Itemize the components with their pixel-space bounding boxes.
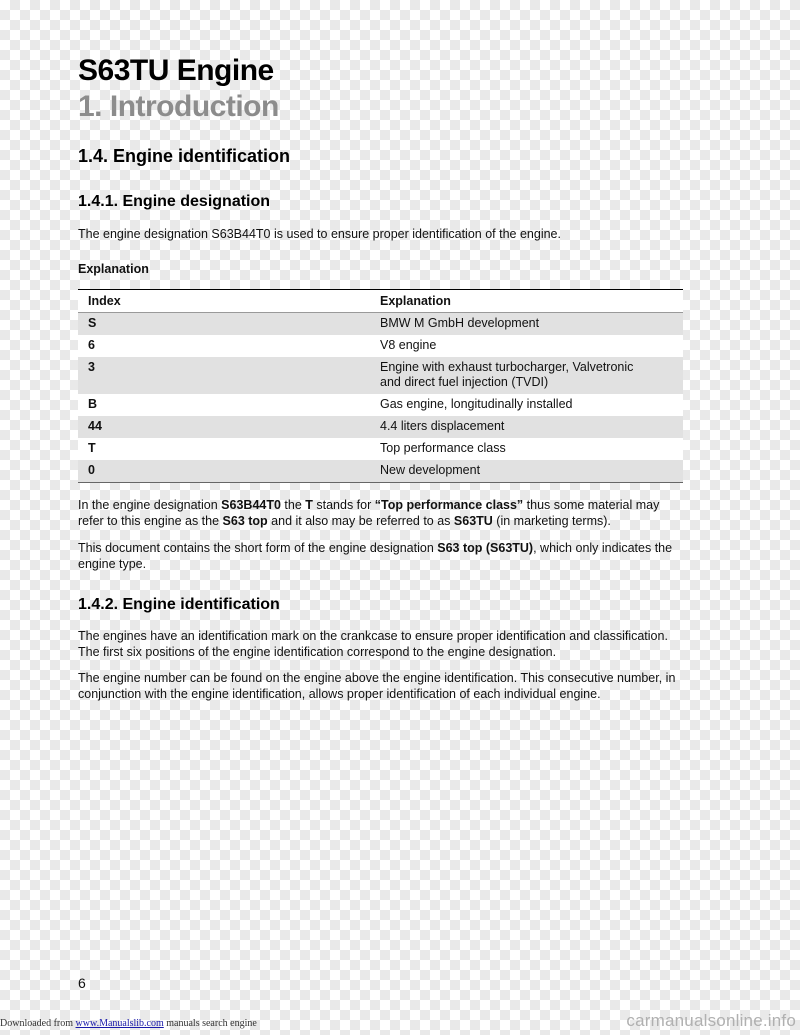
subsection-heading-identification: 1.4.2. Engine identification xyxy=(78,596,280,613)
download-footer xyxy=(0,1018,257,1029)
bold-run: “Top performance class” xyxy=(374,498,524,512)
header-explanation: Explanation xyxy=(380,293,451,308)
row-index: 44 xyxy=(88,419,102,433)
table-row xyxy=(78,394,683,416)
row-index: 3 xyxy=(88,360,95,374)
text-run: and it also may be referred to as xyxy=(267,513,454,528)
table-row xyxy=(78,335,683,357)
header-index: Index xyxy=(88,293,121,308)
row-index: 0 xyxy=(88,463,95,477)
row-explanation-line: Engine with exhaust turbocharger, Valvetronic xyxy=(380,360,634,374)
text-run: In the engine designation xyxy=(78,498,222,512)
footer-text: manuals search engine xyxy=(163,1018,257,1029)
text-run: This document contains the short form of the engine designation xyxy=(78,541,438,555)
row-explanation: V8 engine xyxy=(380,338,437,352)
identification-paragraph-1: The engines have an identification mark on the crankcase to ensure proper identification and classification. The first six positions of the engine identification correspond to the engine designation. xyxy=(78,629,668,659)
row-explanation-line: and direct fuel injection (TVDI) xyxy=(380,375,549,389)
watermark-text: carmanualsonline.info xyxy=(626,1011,796,1030)
text-run: the xyxy=(280,498,306,512)
footer-text: Downloaded from xyxy=(0,1018,76,1029)
designation-explanation-paragraph xyxy=(78,498,688,529)
text-run: stands for xyxy=(312,498,375,512)
bold-run: T xyxy=(305,498,313,512)
row-explanation: Gas engine, longitudinally installed xyxy=(380,397,573,411)
designation-table xyxy=(78,289,683,483)
row-explanation: Top performance class xyxy=(380,441,506,455)
row-index: S xyxy=(88,316,97,330)
section-heading: 1.4. Engine identification xyxy=(78,146,291,166)
chapter-title: 1. Introduction xyxy=(78,90,279,123)
explanation-label: Explanation xyxy=(78,262,149,276)
table-row xyxy=(78,357,683,394)
bold-run: S63TU xyxy=(453,513,493,528)
text-run: , which only indicates the engine type. xyxy=(78,541,673,571)
bold-run: S63 top (S63TU) xyxy=(437,541,534,555)
row-explanation xyxy=(380,360,683,390)
table-row xyxy=(78,460,683,482)
row-index: T xyxy=(88,441,96,455)
manualslib-link[interactable]: www.Manualslib.com xyxy=(75,1018,164,1029)
row-explanation: BMW M GmbH development xyxy=(380,316,540,330)
table-row xyxy=(78,313,683,335)
bold-run: S63 top xyxy=(222,513,268,528)
row-index: 6 xyxy=(88,338,95,352)
text-run: thus some material may refer to this engine as the xyxy=(78,498,660,528)
subsection-heading-designation: 1.4.1. Engine designation xyxy=(78,193,271,210)
text-run: (in marketing terms). xyxy=(492,513,611,528)
intro-paragraph: The engine designation S63B44T0 is used to ensure proper identification of the engine. xyxy=(78,227,561,241)
table-header-row xyxy=(78,290,683,313)
row-explanation: 4.4 liters displacement xyxy=(380,419,505,433)
table-row xyxy=(78,438,683,460)
document-title: S63TU Engine xyxy=(78,54,274,87)
row-explanation: New development xyxy=(380,463,481,477)
short-form-paragraph xyxy=(78,541,688,572)
table-row xyxy=(78,416,683,438)
bold-run: S63B44T0 xyxy=(221,498,281,512)
identification-paragraph-2: The engine number can be found on the engine above the engine identification. This consecutive number, in conjunction with the engine identification, allows proper identification of each individual engine. xyxy=(78,671,676,701)
row-index: B xyxy=(88,397,98,411)
page-number: 6 xyxy=(78,975,86,991)
